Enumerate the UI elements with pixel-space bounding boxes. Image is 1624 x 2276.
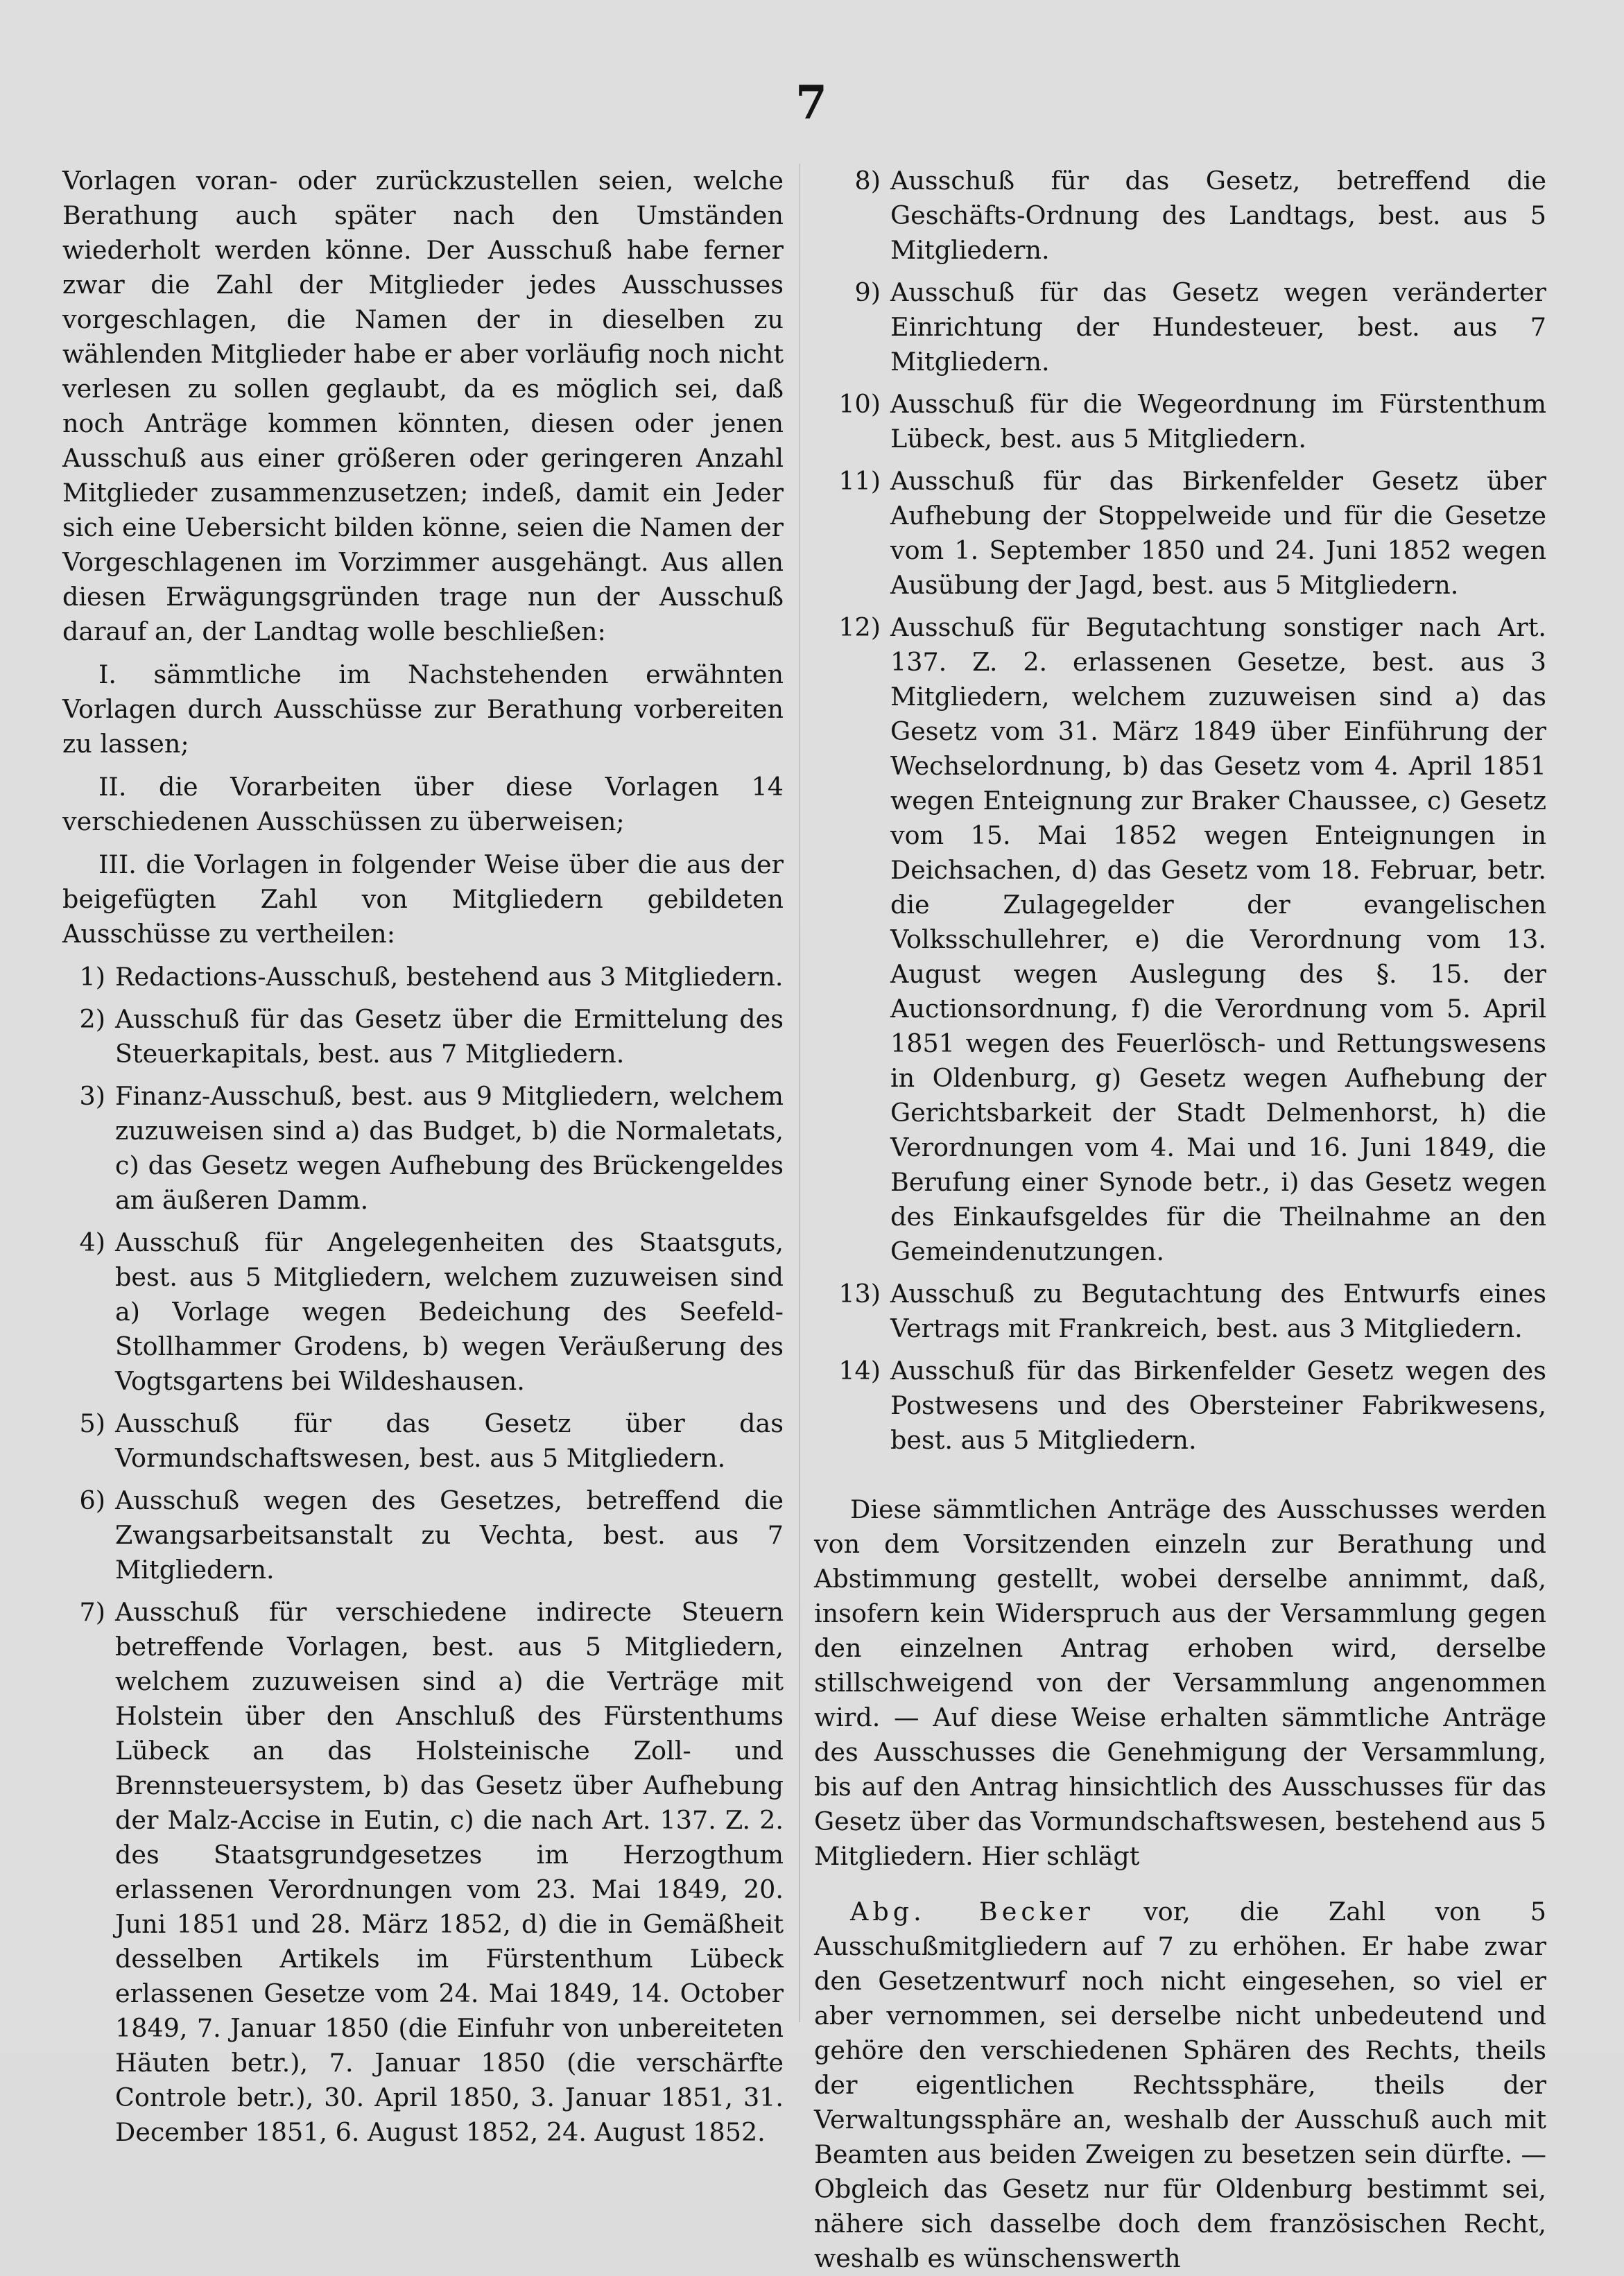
resolution-2: II. die Vorarbeiten über diese Vorlagen 14 verschiedenen Ausschüssen zu überweisen; — [62, 772, 784, 836]
committee-list-right — [814, 164, 1546, 1458]
item-text: Ausschuß für das Gesetz über das Vormundschaftswesen, best. aus 5 Mitgliedern. — [115, 1408, 784, 1473]
list-item — [62, 1225, 784, 1399]
right-column — [814, 164, 1546, 2276]
item-number: 9) — [854, 277, 881, 307]
list-item — [62, 1079, 784, 1218]
item-text: Ausschuß zu Begutachtung des Entwurfs eines Vertrags mit Frankreich, best. aus 3 Mitgliedern. — [890, 1279, 1546, 1343]
speaker-name: Abg. Becker — [850, 1897, 1094, 1926]
list-item — [62, 1483, 784, 1587]
list-item — [62, 1406, 784, 1476]
item-text: Ausschuß für verschiedene indirecte Steuern betreffende Vorlagen, best. aus 5 Mitgliedern, welchem zuzuweisen sind a) die Verträge mit Holstein über den Anschluß des Fürstenthums Lübeck an das Holsteinische Zoll- und Brennsteuersystem, b) das Gesetz über Aufhebung der Malz-Accise in Eutin, c) die nach Art. 137. Z. 2. des Staatsgrundgesetzes im Herzogthum erlassenen Verordnungen vom 23. Mai 1849, 20. Juni 1851 und 28. März 1852, d) die in Gemäßheit desselben Artikels im Fürstenthum Lübeck erlassenen Gesetze vom 24. Mai 1849, 14. October 1849, 7. Januar 1850 (die Einfuhr von unbereiteten Häuten betr.), 7. Januar 1850 (die verschärfte Controle betr.), 30. April 1850, 3. Januar 1851, 31. December 1851, 6. August 1852, 24. August 1852. — [115, 1597, 784, 2147]
item-number: 11) — [838, 466, 881, 496]
item-number: 6) — [79, 1485, 105, 1515]
intro-paragraph: Vorlagen voran- oder zurückzustellen seien, welche Berathung auch später nach den Umständen wiederholt werden könne. Der Ausschuß habe ferner zwar die Zahl der Mitglieder jedes Ausschusses vorgeschlagen, die Namen der in dieselben zu wählenden Mitglieder habe er aber vorläufig noch nicht verlesen zu sollen geglaubt, da es möglich sei, daß noch Anträge kommen könnten, diesen oder jenen Ausschuß aus einer größeren oder geringeren Anzahl Mitglieder zusammenzusetzen; indeß, damit ein Jeder sich eine Uebersicht bilden könne, seien die Namen der Vorgeschlagenen im Vorzimmer ausgehängt. Aus allen diesen Erwägungsgründen trage nun der Ausschuß darauf an, der Landtag wolle beschließen: — [62, 166, 784, 646]
item-text: Ausschuß für Begutachtung sonstiger nach Art. 137. Z. 2. erlassenen Gesetze, best. aus 3 Mitgliedern, welchem zuzuweisen sind a) das Gesetz vom 31. März 1849 über Einführung der Wechselordnung, b) das Gesetz vom 4. April 1851 wegen Enteignung zur Braker Chaussee, c) Gesetz vom 15. Mai 1852 wegen Enteignungen in Deichsachen, d) das Gesetz vom 18. Februar, betr. die Zulagegelder der evangelischen Volksschullehrer, e) die Verordnung vom 13. August wegen Auslegung des §. 15. der Auctionsordnung, f) die Verordnung vom 5. April 1851 wegen des Feuerlösch- und Rettungswesens in Oldenburg, g) Gesetz wegen Aufhebung der Gerichtsbarkeit der Stadt Delmenhorst, h) die Verordnungen vom 4. Mai und 16. Juni 1849, die Berufung einer Synode betr., i) das Gesetz wegen des Einkaufsgeldes für die Theilnahme an den Gemeindenutzungen. — [890, 612, 1546, 1266]
item-number: 7) — [79, 1597, 105, 1627]
item-text: Ausschuß für das Birkenfelder Gesetz über Aufhebung der Stoppelweide und für die Gesetze vom 1. September 1850 und 24. Juni 1852 wegen Ausübung der Jagd, best. aus 5 Mitgliedern. — [890, 466, 1546, 600]
page-number: 7 — [795, 76, 827, 130]
item-text: Finanz-Ausschuß, best. aus 9 Mitgliedern, welchem zuzuweisen sind a) das Budget, b) die Normaletats, c) das Gesetz wegen Aufhebung des Brückengeldes am äußeren Damm. — [115, 1081, 784, 1215]
list-item — [62, 960, 784, 994]
list-item — [62, 1002, 784, 1071]
item-number: 2) — [79, 1004, 105, 1034]
item-text: Ausschuß wegen des Gesetzes, betreffend die Zwangsarbeitsanstalt zu Vechta, best. aus 7 Mitgliedern. — [115, 1485, 784, 1585]
item-text: Ausschuß für Angelegenheiten des Staatsguts, best. aus 5 Mitgliedern, welchem zuzuweisen sind a) Vorlage wegen Bedeichung des Seefeld-Stollhammer Grodens, b) wegen Veräußerung des Vogtsgartens bei Wildeshausen. — [115, 1227, 784, 1396]
closing-paragraph: Diese sämmtlichen Anträge des Ausschusses werden von dem Vorsitzenden einzeln zur Berathung und Abstimmung gestellt, wobei derselbe annimmt, daß, insofern kein Widerspruch aus der Versammlung gegen den einzelnen Antrag erhoben wird, derselbe stillschweigend von der Versammlung angenommen wird. — Auf diese Weise erhalten sämmtliche Anträge des Ausschusses die Genehmigung der Versammlung, bis auf den Antrag hinsichtlich des Ausschusses für das Gesetz über das Vormundschaftswesen, bestehend aus 5 Mitgliedern. Hier schlägt — [814, 1494, 1546, 1871]
left-column — [62, 164, 784, 2150]
list-item — [814, 387, 1546, 456]
item-text: Ausschuß für das Gesetz wegen veränderter Einrichtung der Hundesteuer, best. aus 7 Mitgliedern. — [890, 277, 1546, 377]
item-text: Redactions-Ausschuß, bestehend aus 3 Mitgliedern. — [115, 962, 784, 992]
resolution-1: I. sämmtliche im Nachstehenden erwähnten Vorlagen durch Ausschüsse zur Berathung vorbereiten zu lassen; — [62, 659, 784, 759]
item-number: 5) — [79, 1408, 105, 1438]
list-item — [814, 275, 1546, 379]
list-item — [814, 610, 1546, 1269]
column-divider — [799, 164, 800, 2022]
item-text: Ausschuß für das Birkenfelder Gesetz wegen des Postwesens und des Obersteiner Fabrikwesens, best. aus 5 Mitgliedern. — [890, 1356, 1546, 1455]
list-item — [814, 464, 1546, 603]
item-text: Ausschuß für das Gesetz, betreffend die Geschäfts-Ordnung des Landtags, best. aus 5 Mitgliedern. — [890, 166, 1546, 265]
speaker-paragraph — [814, 1895, 1546, 2276]
item-number: 3) — [79, 1081, 105, 1111]
item-number: 8) — [854, 166, 881, 196]
committee-list-left — [62, 960, 784, 2150]
item-number: 14) — [838, 1356, 881, 1386]
item-number: 13) — [838, 1279, 881, 1309]
item-number: 1) — [79, 962, 105, 992]
item-number: 4) — [79, 1227, 105, 1257]
list-item — [814, 1277, 1546, 1346]
item-number: 12) — [838, 612, 881, 642]
speaker-text: vor, die Zahl von 5 Ausschußmitgliedern auf 7 zu erhöhen. Er habe zwar den Gesetzentwurf noch nicht eingesehen, so viel er aber vernommen, sei derselbe nicht unbedeutend und gehöre den verschiedenen Sphären des Rechts, theils der eigentlichen Rechtssphäre, theils der Verwaltungssphäre an, weshalb der Ausschuß auch mit Beamten aus beiden Zweigen zu besetzen sein dürfte. — Obgleich das Gesetz nur für Oldenburg bestimmt sei, nähere sich dasselbe doch dem französischen Recht, weshalb es wünschenswerth — [814, 1897, 1546, 2273]
list-item — [814, 1354, 1546, 1458]
item-text: Ausschuß für die Wegeordnung im Fürstenthum Lübeck, best. aus 5 Mitgliedern. — [890, 389, 1546, 454]
list-item — [62, 1595, 784, 2150]
resolution-3: III. die Vorlagen in folgender Weise über die aus der beigefügten Zahl von Mitgliedern gebildeten Ausschüsse zu vertheilen: — [62, 850, 784, 949]
item-number: 10) — [838, 389, 881, 419]
list-item — [814, 164, 1546, 268]
item-text: Ausschuß für das Gesetz über die Ermittelung des Steuerkapitals, best. aus 7 Mitgliedern. — [115, 1004, 784, 1069]
